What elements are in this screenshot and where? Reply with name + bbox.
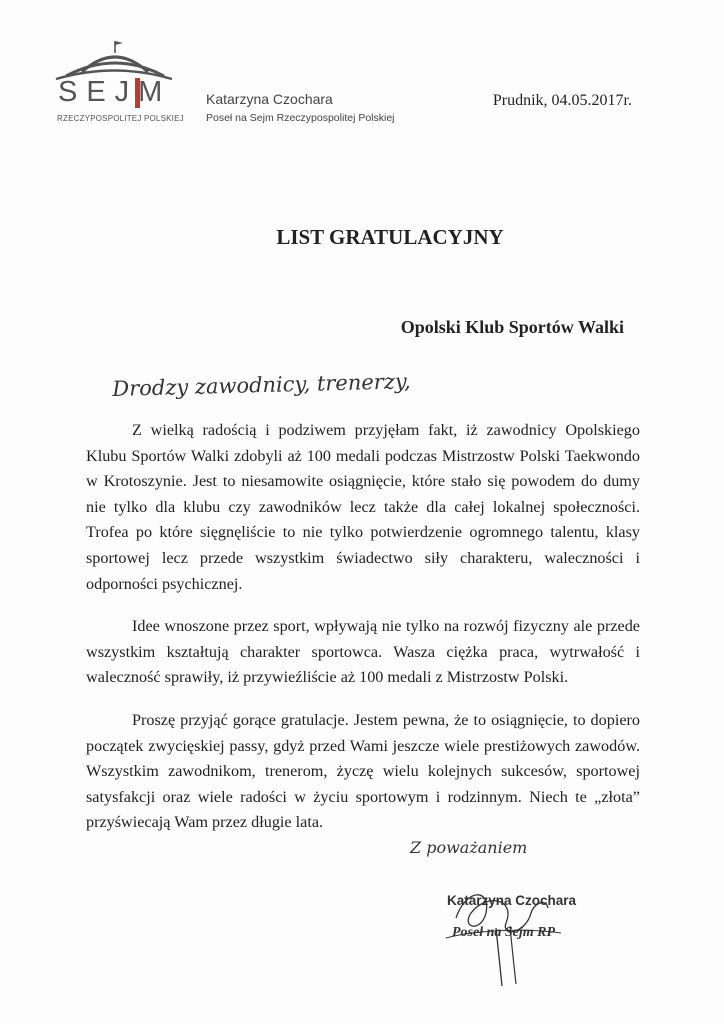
signature-stamp-title: Poseł na Sejm RP [452,925,556,940]
sender-role: Poseł na Sejm Rzeczypospolitej Polskiej [206,112,395,124]
sender-name: Katarzyna Czochara [206,91,333,107]
place-date: Prudnik, 04.05.2017r. [492,92,632,109]
letter-title: LIST GRATULACYJNY [276,225,504,249]
handwritten-signature [436,878,576,988]
signature-stamp-name: Katarzyna Czochara [447,893,577,908]
logo-subtitle: RZECZYPOSPOLITEJ POLSKIEJ [57,114,184,123]
sender-block [206,91,395,124]
logo-wordmark: SEJM [58,76,172,108]
handwritten-salutation: Drodzy zawodnicy, trenerzy, [112,369,411,401]
sejm-logo [52,38,184,128]
body-paragraph: Proszę przyjąć gorące gratulacje. Jestem pewna, że to osiągnięcie, to dopiero początek zwycięskiej passy, gdyż przed Wami jeszcze wiele prestiżowych zawodów. Wszystkim zawodnikom, trenerom, życzę wielu kolejnych sukcesów, sportowej satysfakcji oraz wiele radości w życiu sportowym i rodzinnym. Niech te „złota” przyświecają Wam przez długie lata. [86,710,640,832]
body-paragraph: Z wielką radością i podziwem przyjęłam fakt, iż zawodnicy Opolskiego Klubu Sportów Walki zdobyli aż 100 medali podczas Mistrzostw Polski Taekwondo w Krotoszynie. Jest to niesamowite osiągnięcie, które stało się powodem do dumy nie tylko dla klubu czy zawodników lecz także dla całej lokalnej społeczności. Trofea po które sięgnęliście to nie tylko potwierdzenie ogromnego talentu, klasy sportowej lecz przede wszystkim świadectwo siły charakteru, waleczności i odporności psychicznej. [86,421,640,593]
letter-body [86,418,640,853]
addressee: Opolski Klub Sportów Walki [400,317,624,337]
body-paragraph: Idee wnoszone przez sport, wpływają nie tylko na rozwój fizyczny ale przede wszystkim kształtują charakter sportowca. Wasza ciężka praca, wytrwałość i waleczność sprawiły, iż przywieźliście aż 100 medali z Mistrzostw Polski. [86,617,640,687]
handwritten-closing: Z poważaniem [410,838,528,857]
